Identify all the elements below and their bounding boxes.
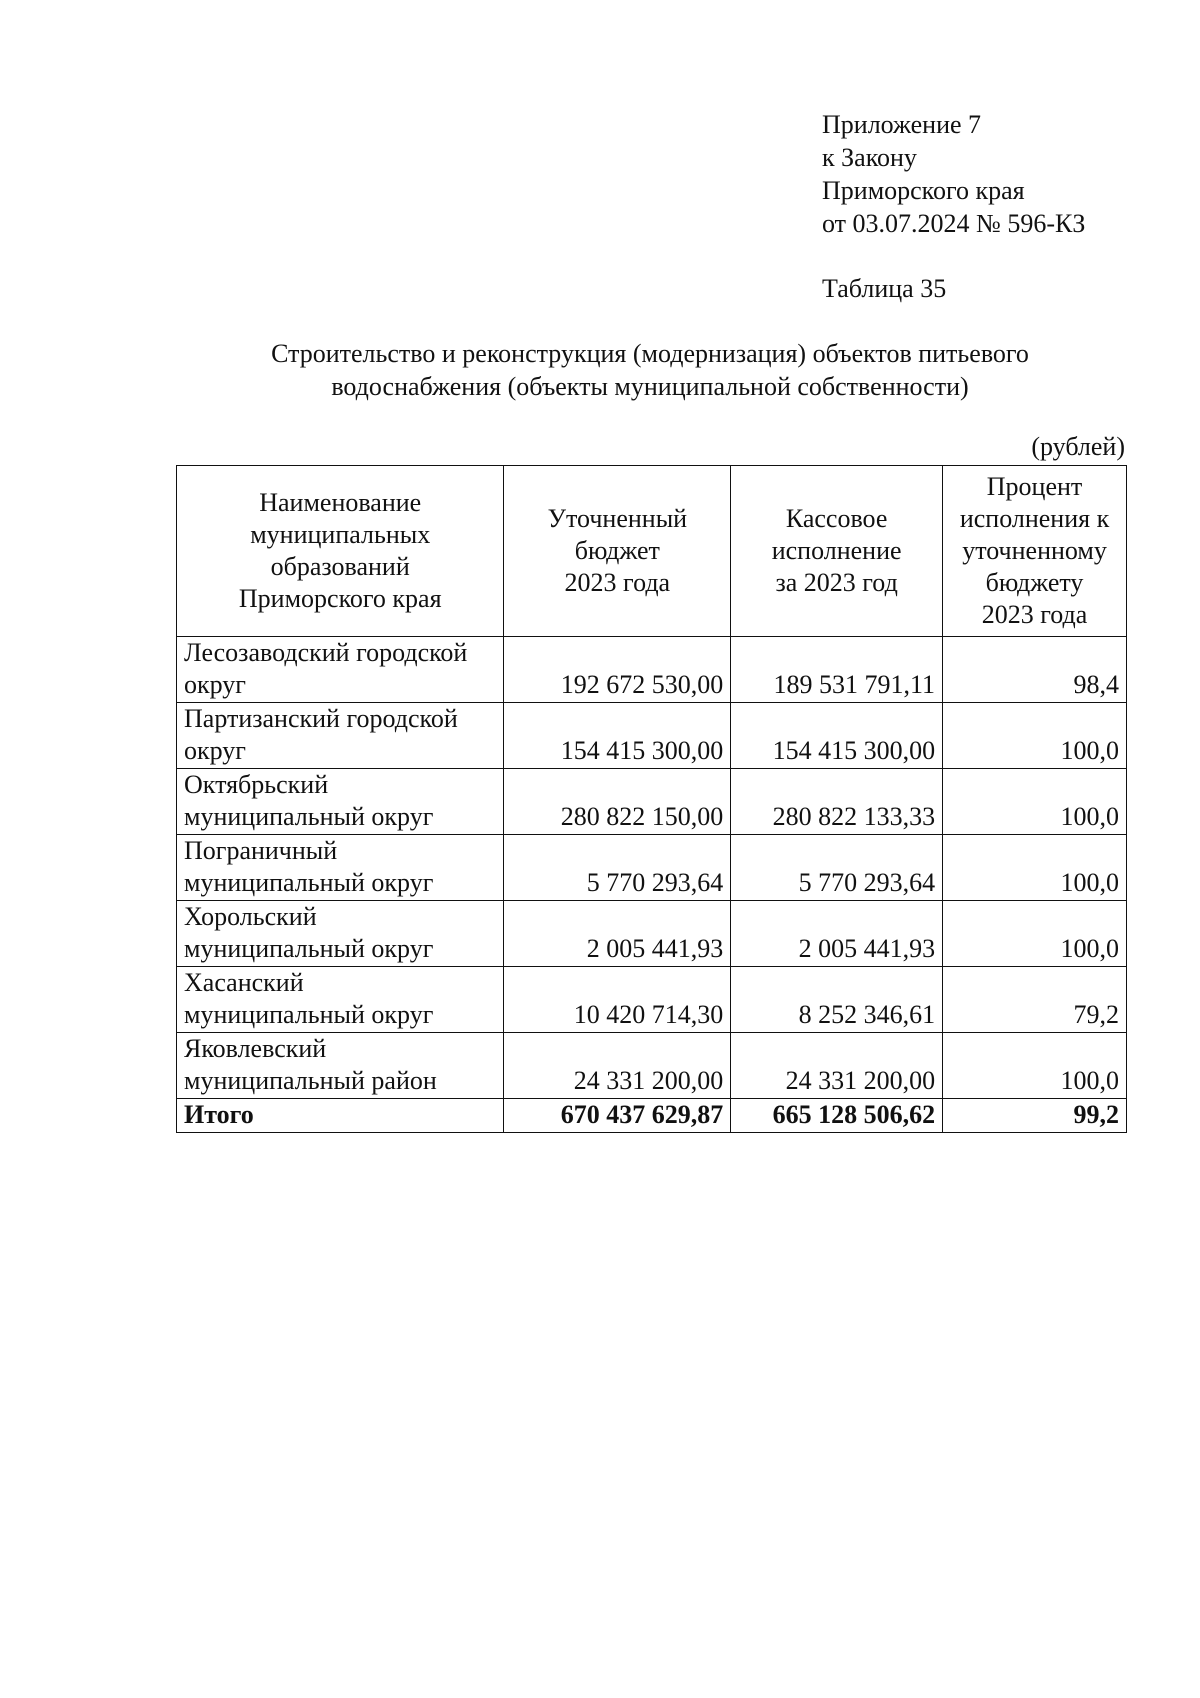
cash-execution-value: 8 252 346,61	[731, 967, 943, 1033]
title-line: водоснабжения (объекты муниципальной собственности)	[331, 372, 969, 401]
header-text: Приморского края	[238, 584, 442, 613]
cash-execution-value: 280 822 133,33	[731, 769, 943, 835]
header-text: Процент	[986, 472, 1083, 501]
header-revised-budget	[504, 466, 731, 637]
cash-execution-value: 24 331 200,00	[731, 1033, 943, 1099]
name-line: муниципальный округ	[184, 934, 434, 963]
cash-execution-value: 5 770 293,64	[731, 835, 943, 901]
total-cash-execution: 665 128 506,62	[731, 1099, 943, 1133]
header-text: бюджет	[574, 536, 660, 565]
table-row	[177, 901, 1127, 967]
appendix-reference	[822, 108, 1085, 240]
revised-budget-value: 280 822 150,00	[504, 769, 731, 835]
revised-budget-value: 24 331 200,00	[504, 1033, 731, 1099]
municipality-name	[177, 703, 504, 769]
revised-budget-value: 10 420 714,30	[504, 967, 731, 1033]
table-row	[177, 967, 1127, 1033]
municipality-name	[177, 769, 504, 835]
cash-execution-value: 154 415 300,00	[731, 703, 943, 769]
budget-table	[176, 465, 1127, 1133]
execution-percent-value: 79,2	[943, 967, 1127, 1033]
execution-percent-value: 100,0	[943, 835, 1127, 901]
municipality-name	[177, 967, 504, 1033]
name-line: муниципальный район	[184, 1066, 437, 1095]
table-row	[177, 637, 1127, 703]
table-number: Таблица 35	[822, 274, 947, 303]
name-line: муниципальный округ	[184, 802, 434, 831]
header-text: муниципальных	[250, 520, 431, 549]
name-line: Октябрьский	[184, 770, 329, 799]
execution-percent-value: 98,4	[943, 637, 1127, 703]
municipality-name	[177, 901, 504, 967]
execution-percent-value: 100,0	[943, 901, 1127, 967]
name-line: Хасанский	[184, 968, 304, 997]
header-text: Уточненный	[547, 504, 688, 533]
table-row	[177, 835, 1127, 901]
table-row	[177, 703, 1127, 769]
table-row	[177, 1033, 1127, 1099]
appendix-line: Приморского края	[822, 176, 1025, 205]
name-line: муниципальный округ	[184, 1000, 434, 1029]
header-cash-execution	[731, 466, 943, 637]
header-text: исполнение	[771, 536, 902, 565]
execution-percent-value: 100,0	[943, 769, 1127, 835]
units-label: (рублей)	[1031, 432, 1125, 461]
execution-percent-value: 100,0	[943, 1033, 1127, 1099]
execution-percent-value: 100,0	[943, 703, 1127, 769]
municipality-name	[177, 637, 504, 703]
municipality-name	[177, 835, 504, 901]
header-text: образований	[270, 552, 410, 581]
header-text: за 2023 год	[775, 568, 898, 597]
header-municipality	[177, 466, 504, 637]
revised-budget-value: 154 415 300,00	[504, 703, 731, 769]
title-line: Строительство и реконструкция (модернизация) объектов питьевого	[271, 339, 1029, 368]
header-text: Кассовое	[785, 504, 888, 533]
table-row	[177, 769, 1127, 835]
name-line: округ	[184, 736, 246, 765]
name-line: Партизанский городской	[184, 704, 458, 733]
appendix-line: Приложение 7	[822, 110, 982, 139]
header-text: исполнения к	[959, 504, 1110, 533]
name-line: округ	[184, 670, 246, 699]
header-text: уточненному	[962, 536, 1107, 565]
header-text: 2023 года	[981, 600, 1088, 629]
name-line: Лесозаводский городской	[184, 638, 468, 667]
table-header-row	[177, 466, 1127, 637]
header-execution-percent	[943, 466, 1127, 637]
total-revised-budget: 670 437 629,87	[504, 1099, 731, 1133]
name-line: Хорольский	[184, 902, 317, 931]
cash-execution-value: 2 005 441,93	[731, 901, 943, 967]
total-execution-percent: 99,2	[943, 1099, 1127, 1133]
header-text: 2023 года	[564, 568, 671, 597]
revised-budget-value: 192 672 530,00	[504, 637, 731, 703]
name-line: Пограничный	[184, 836, 338, 865]
appendix-line: от 03.07.2024 № 596-КЗ	[822, 209, 1086, 238]
revised-budget-value: 2 005 441,93	[504, 901, 731, 967]
name-line: муниципальный округ	[184, 868, 434, 897]
document-title	[175, 337, 1125, 403]
appendix-line: к Закону	[822, 143, 917, 172]
total-label: Итого	[177, 1099, 504, 1133]
cash-execution-value: 189 531 791,11	[731, 637, 943, 703]
municipality-name	[177, 1033, 504, 1099]
table-total-row	[177, 1099, 1127, 1133]
revised-budget-value: 5 770 293,64	[504, 835, 731, 901]
header-text: бюджету	[985, 568, 1084, 597]
name-line: Яковлевский	[184, 1034, 327, 1063]
header-text: Наименование	[259, 488, 422, 517]
